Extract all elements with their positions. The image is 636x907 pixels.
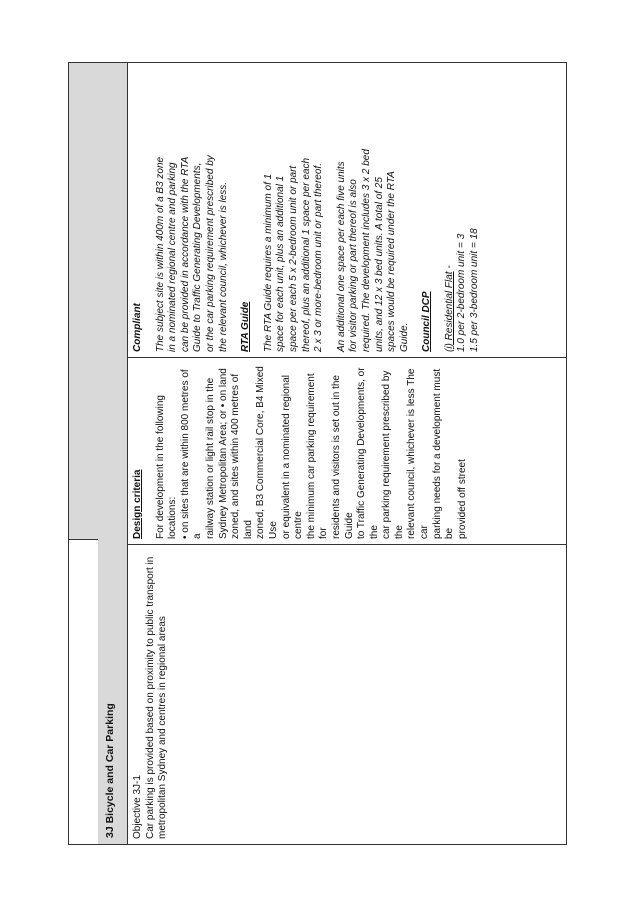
criteria-line: parking needs for a development must be xyxy=(431,368,456,539)
rate-line: 1.5 per 3-bedroom unit = 18 xyxy=(469,228,481,352)
assessment-table xyxy=(68,62,567,845)
objective-text: Car parking is provided based on proximity to public transport in metropolitan Sydney and centres in regional areas xyxy=(144,556,169,839)
assessment-line: in a nominated regional centre and parking xyxy=(167,162,179,352)
rate-line: 1.0 per 2-bedroom unit = 3 xyxy=(456,233,468,352)
assessment-paragraph-2 xyxy=(263,68,326,352)
assessment-line: Guide. xyxy=(398,322,410,352)
header-shaded-cell xyxy=(69,63,98,540)
criteria-line: • on sites that are within 800 metres of a xyxy=(179,369,204,539)
assessment-line: or the car parking requirement prescribed by xyxy=(204,155,216,352)
assessment-line: for visitor parking or part thereof is also xyxy=(348,179,360,352)
section-row xyxy=(98,63,128,844)
criteria-line: For development in the following locations: xyxy=(154,395,179,539)
assessment-line: the relevant council, whichever is less. xyxy=(217,181,229,352)
compliance-status: Compliant xyxy=(132,303,143,352)
criteria-line: the minimum car parking requirement for xyxy=(305,373,330,539)
criteria-line: residents and visitors is set out in the Guide xyxy=(330,375,355,539)
residential-flat-label: (i) Residential Flat xyxy=(443,271,455,352)
table-header-row xyxy=(69,63,99,844)
criteria-line: zoned, and sites within 400 metres of land xyxy=(230,373,254,539)
criteria-line: to Traffic Generating Developments, or the xyxy=(356,367,380,539)
design-criteria-text xyxy=(155,363,470,539)
assessment-line: units, and 12 x 3 bed units. A total of 25 xyxy=(373,177,385,352)
rta-guide-heading: RTA Guide xyxy=(240,301,252,352)
criteria-line: relevant council, whichever is less The car xyxy=(406,368,431,539)
objective-cell xyxy=(127,544,566,844)
residential-flat-suffix: - xyxy=(443,265,455,272)
assessment-line: space for each unit, plus an additional 1 xyxy=(275,175,287,352)
section-title: 3J Bicycle and Car Parking xyxy=(104,703,116,838)
assessment-paragraph-1 xyxy=(155,68,231,352)
assessment-line: spaces would be required under the RTA xyxy=(386,171,398,352)
criteria-line: provided off street xyxy=(456,459,468,539)
assessment-line: The RTA Guide requires a minimum of 1 xyxy=(262,173,274,352)
criteria-line: or equivalent in a nominated regional centre xyxy=(280,375,305,539)
assessment-line: The subject site is within 400m of a B3 zone xyxy=(154,156,166,352)
assessment-line: 2 x 3 or more-bedroom unit or part thereof. xyxy=(313,163,325,352)
residential-flat-line xyxy=(444,68,457,352)
assessment-line: An additional one space per each five units xyxy=(335,161,347,352)
assessment-line: Guide to Traffic Generating Developments, xyxy=(192,162,204,352)
assessment-paragraph-3 xyxy=(336,68,412,352)
design-criteria-cell xyxy=(127,357,566,544)
residential-flat-rates xyxy=(444,68,482,352)
assessment-line: space per each 5 x 2-bedroom unit or part xyxy=(287,165,299,352)
objective-label: Objective 3J-1 xyxy=(132,775,143,839)
design-criteria-heading: Design criteria xyxy=(132,469,143,539)
criteria-line: Sydney Metropolitan Area; or • on land xyxy=(217,368,229,539)
assessment-line: can be provided in accordance with the RTA xyxy=(179,156,191,352)
council-dcp-heading: Council DCP xyxy=(421,291,433,352)
criteria-line: zoned, B3 Commercial Core, B4 Mixed Use xyxy=(255,366,279,539)
assessment-cell xyxy=(127,63,566,357)
criteria-line: car parking requirement prescribed by the xyxy=(381,370,405,539)
content-row xyxy=(127,63,566,844)
assessment-line: required. The development includes 3 x 2 bed xyxy=(360,149,372,352)
criteria-line: railway station or light rail stop in the xyxy=(204,377,216,539)
assessment-line: thereof, plus an additional 1 space per each xyxy=(300,157,312,352)
